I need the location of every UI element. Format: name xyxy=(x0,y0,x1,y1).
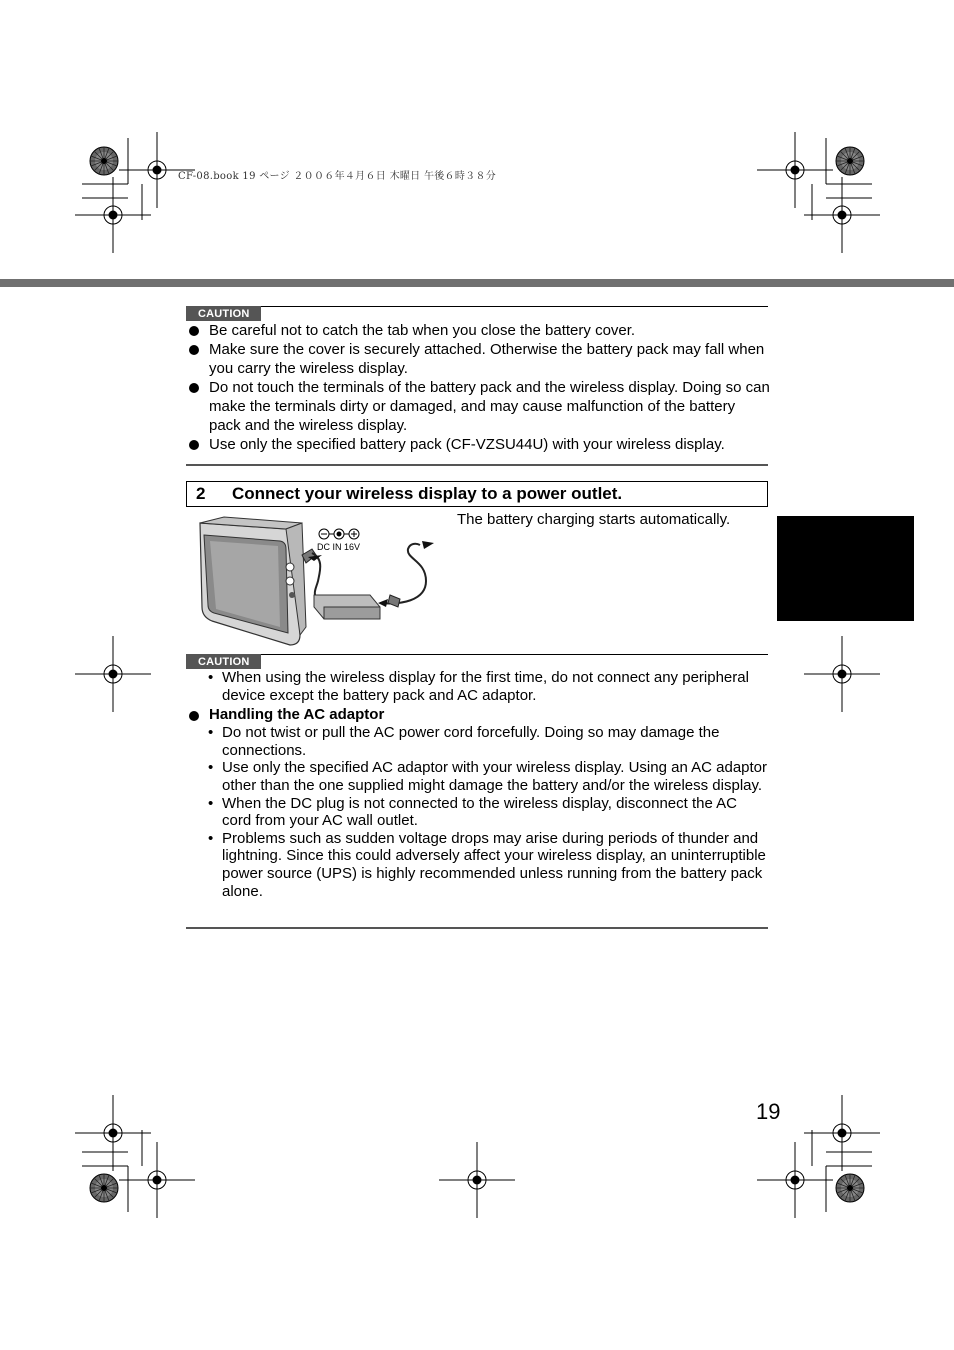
caution2-body xyxy=(186,669,770,900)
starburst-mark-top-right xyxy=(836,147,864,175)
starburst-mark-bottom-left xyxy=(90,1174,118,1202)
bullet-icon xyxy=(189,345,199,355)
ac-adaptor-illustration xyxy=(194,515,444,650)
caution-item: Do not touch the terminals of the battery pack and the wireless display. Doing so can make the terminals dirty or damaged, and may cause malfunction of the battery pack and the wireless display. xyxy=(186,378,770,435)
starburst-mark-bottom-right xyxy=(836,1174,864,1202)
list-item: • When the DC plug is not connected to the wireless display, disconnect the AC cord from your AC wall outlet. xyxy=(208,794,738,830)
step-title: Connect your wireless display to a power outlet. xyxy=(232,484,623,503)
caution2-top-rule xyxy=(186,654,768,655)
caution2-heading-row xyxy=(186,706,770,724)
caution2-items xyxy=(186,724,770,900)
caution-label: CAUTION xyxy=(186,306,261,321)
caution2-heading: Handling the AC adaptor xyxy=(209,706,385,724)
side-tab xyxy=(777,516,914,621)
list-item: • When using the wireless display for the first time, do not connect any peripheral device except the battery pack and AC adaptor. xyxy=(208,669,749,704)
caution-list xyxy=(186,321,770,454)
bullet-icon xyxy=(189,326,199,336)
bullet-icon xyxy=(189,711,199,721)
dc-in-label: DC IN 16V xyxy=(317,542,361,552)
step-number: 2 xyxy=(196,484,206,503)
bullet-icon xyxy=(189,440,199,450)
print-header: CF-08.book 19 ページ ２００６年４月６日 木曜日 午後６時３８分 xyxy=(178,171,497,182)
caution-top-rule xyxy=(186,306,768,307)
list-item: • Use only the specified AC adaptor with your wireless display. Using an AC adaptor other than the one supplied might damage the battery and/or the wireless display. xyxy=(208,759,768,794)
header-band xyxy=(0,279,954,287)
bullet-icon xyxy=(189,383,199,393)
list-item: • Do not twist or pull the AC power cord forcefully. Doing so may damage the connections. xyxy=(208,724,720,759)
step-note: The battery charging starts automatically. xyxy=(457,511,731,528)
caution-item: Be careful not to catch the tab when you close the battery cover. xyxy=(186,321,770,340)
list-item: • Problems such as sudden voltage drops may arise during periods of thunder and lightning. Since this could adversely affect your wireless display, an uninterruptible power source (UPS) is highly recommended unless running from the battery pack alone. xyxy=(208,829,766,900)
step-heading xyxy=(186,481,768,507)
starburst-mark-top-left xyxy=(90,147,118,175)
caution-item: Use only the specified battery pack (CF-VZSU44U) with your wireless display. xyxy=(186,435,770,454)
caution-bottom-rule xyxy=(186,464,768,466)
caution-item: Make sure the cover is securely attached. Otherwise the battery pack may fall when you carry the wireless display. xyxy=(186,340,770,378)
caution2-bottom-rule xyxy=(186,927,768,929)
caution2-intro-list xyxy=(186,669,770,704)
caution2-label: CAUTION xyxy=(186,654,261,669)
page-number: 19 xyxy=(756,1099,781,1124)
